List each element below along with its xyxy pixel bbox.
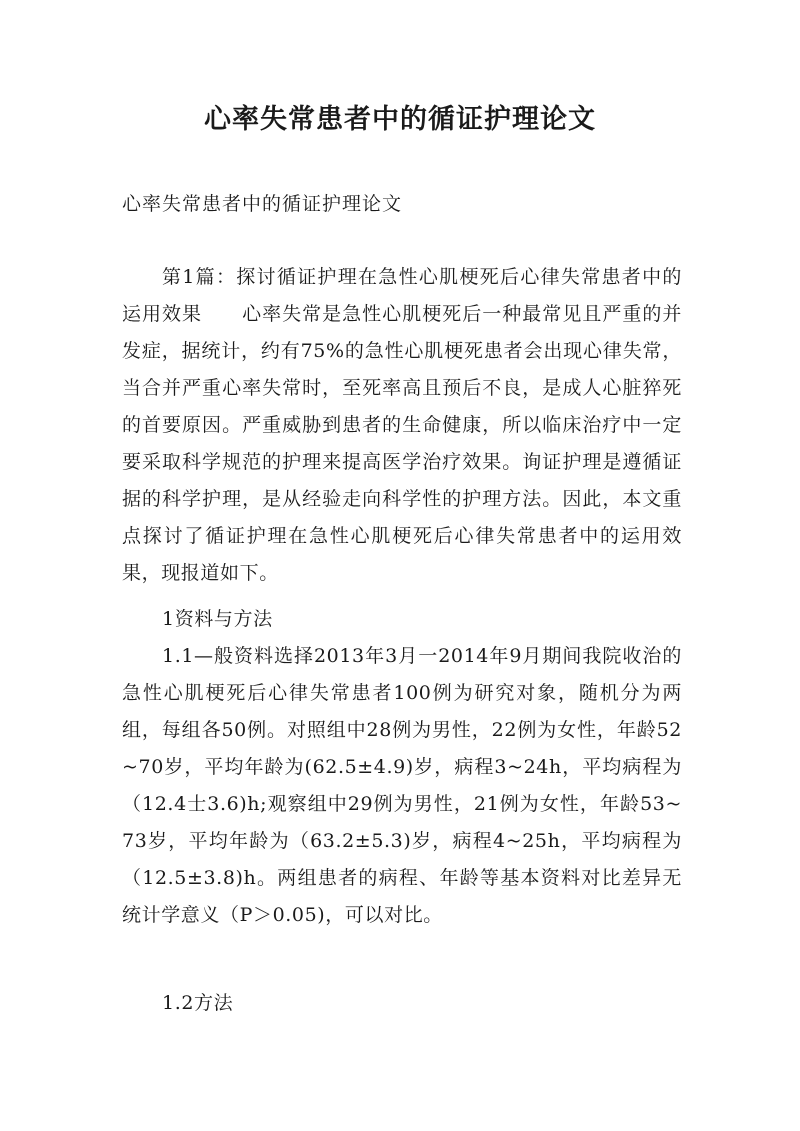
section-heading-materials-methods: 1资料与方法 (162, 608, 273, 630)
document-subtitle: 心率失常患者中的循证护理论文 (122, 193, 403, 215)
paragraph-intro: 第1篇：探讨循证护理在急性心肌梗死后心律失常患者中的运用效果 心率失常是急性心肌梗死后一种最常见且严重的并发症，据统计，约有75%的急性心肌梗死患者会出现心律失常，当合并严重心率失常时，至死率高且预后不良，是成人心脏猝死的首要原因。严重威胁到患者的生命健康，所以临床治疗中一定要采取科学规范的护理来提高医学治疗效果。询证护理是遵循证据的科学护理，是从经验走向科学性的护理方法。因此，本文重点探讨了循证护理在急性心肌梗死后心律失常患者中的运用效果，现报道如下。 (122, 266, 682, 584)
paragraph-general-data: 1.1—般资料选择2013年3月一2014年9月期间我院收治的急性心肌梗死后心律失常患者100例为研究对象，随机分为两组，每组各50例。对照组中28例为男性，22例为女性，年龄52~70岁，平均年龄为(62.5±4.9)岁，病程3~24h，平均病程为（12.4士3.6)h;观察组中29例为男性，21例为女性，年龄53~73岁，平均年龄为（63.2±5.3)岁，病程4~25h，平均病程为（12.5±3.8)h。两组患者的病程、年龄等基本资料对比差异无统计学意义（P＞0.05)，可以对比。 (122, 645, 682, 926)
section-heading-methods: 1.2方法 (162, 992, 234, 1014)
document-title: 心率失常患者中的循证护理论文 (204, 104, 596, 135)
